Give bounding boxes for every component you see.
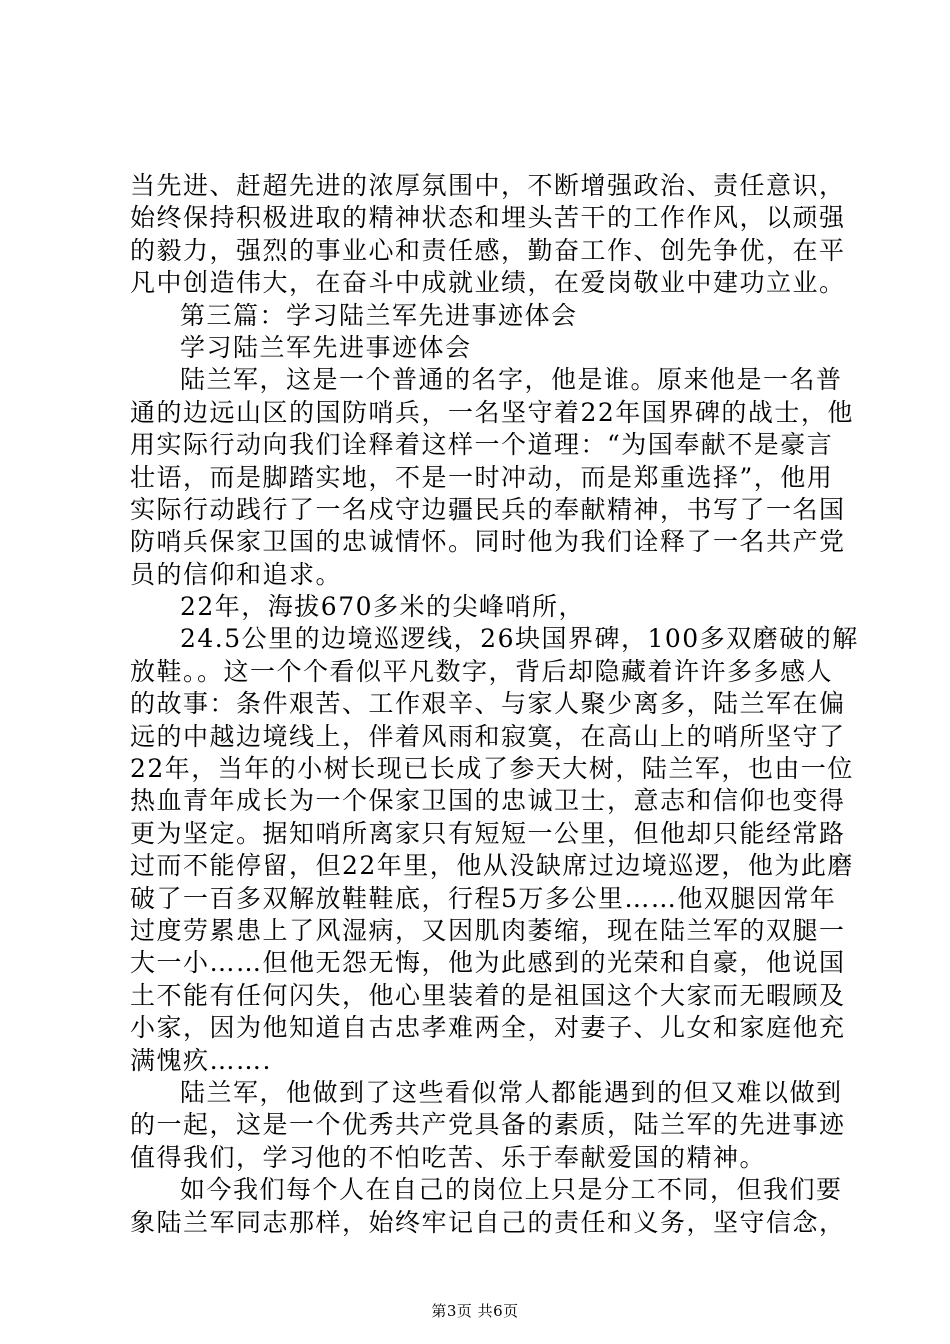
text-line: 过而不能停留，但22年里，他从没缺席过边境巡逻，他为此磨 <box>130 851 854 881</box>
text-line: 壮语，而是脚踏实地，不是一时冲动，而是郑重选择”，他用 <box>130 462 834 492</box>
text-line: 破了一百多双解放鞋鞋底，行程5万多公里……他双腿因常年 <box>130 883 837 913</box>
text-line: 通的边远山区的国防哨兵，一名坚守着22年国界碑的战士，他 <box>130 397 854 427</box>
text-line: 实际行动践行了一名戍守边疆民兵的奉献精神，书写了一名国 <box>130 494 846 524</box>
text-line: 过度劳累患上了风湿病，又因肌肉萎缩，现在陆兰军的双腿一 <box>130 915 846 945</box>
text-line: 员的信仰和追求。 <box>130 559 343 589</box>
text-line: 学习陆兰军先进事迹体会 <box>180 332 472 362</box>
text-line: 值得我们，学习他的不怕吃苦、乐于奉献爱国的精神。 <box>130 1142 767 1172</box>
text-line: 22年，当年的小树长现已长成了参天大树，陆兰军，也由一位 <box>130 754 854 784</box>
text-line: 热血青年成长为一个保家卫国的忠诚卫士，意志和信仰也变得 <box>130 786 846 816</box>
text-line: 凡中创造伟大，在奋斗中成就业绩，在爱岗敬业中建功立业。 <box>130 268 846 298</box>
text-line: 的故事：条件艰苦、工作艰辛、与家人聚少离多，陆兰军在偏 <box>130 689 846 719</box>
text-line: 当先进、赶超先进的浓厚氛围中，不断增强政治、责任意识， <box>130 171 846 200</box>
text-line: 更为坚定。据知哨所离家只有短短一公里，但他却只能经常路 <box>130 818 846 848</box>
text-line: 始终保持积极进取的精神状态和埋头苦干的工作作风，以顽强 <box>130 203 846 233</box>
text-line: 防哨兵保家卫国的忠诚情怀。同时他为我们诠释了一名共产党 <box>130 527 846 557</box>
page-footer: 第3页 共6页 <box>431 1302 519 1320</box>
text-line: 陆兰军，他做到了这些看似常人都能遇到的但又难以做到 <box>180 1077 843 1107</box>
text-line: 小家，因为他知道自古忠孝难两全，对妻子、儿女和家庭他充 <box>130 1013 846 1043</box>
text-line: 满愧疚……. <box>130 1045 272 1075</box>
body-text <box>130 170 859 1239</box>
text-line: 22年，海拔670多米的尖峰哨所， <box>180 592 586 622</box>
text-line: 陆兰军，这是一个普通的名字，他是谁。原来他是一名普 <box>180 365 843 395</box>
text-line: 象陆兰军同志那样，始终牢记自己的责任和义务，坚守信念， <box>130 1207 846 1237</box>
text-line: 24.5公里的边境巡逻线，26块国界碑，100多双磨破的解 <box>180 624 859 654</box>
text-line: 土不能有任何闪失，他心里装着的是祖国这个大家而无暇顾及 <box>130 980 846 1010</box>
text-line: 的毅力，强烈的事业心和责任感，勤奋工作、创先争优，在平 <box>130 235 846 265</box>
text-line: 如今我们每个人在自己的岗位上只是分工不同，但我们要 <box>180 1175 843 1205</box>
text-line: 放鞋。。这一个个看似平凡数字，背后却隐藏着许许多多感人 <box>130 656 834 686</box>
text-line: 远的中越边境线上，伴着风雨和寂寞，在高山上的哨所坚守了 <box>130 721 846 751</box>
text-line: 第三篇：学习陆兰军先进事迹体会 <box>180 300 578 330</box>
text-line: 用实际行动向我们诠释着这样一个道理：“为国奉献不是豪言 <box>130 430 834 460</box>
text-line: 的一起，这是一个优秀共产党具备的素质，陆兰军的先进事迹 <box>130 1110 846 1140</box>
text-line: 大一小……但他无怨无悔，他为此感到的光荣和自豪，他说国 <box>130 948 846 978</box>
